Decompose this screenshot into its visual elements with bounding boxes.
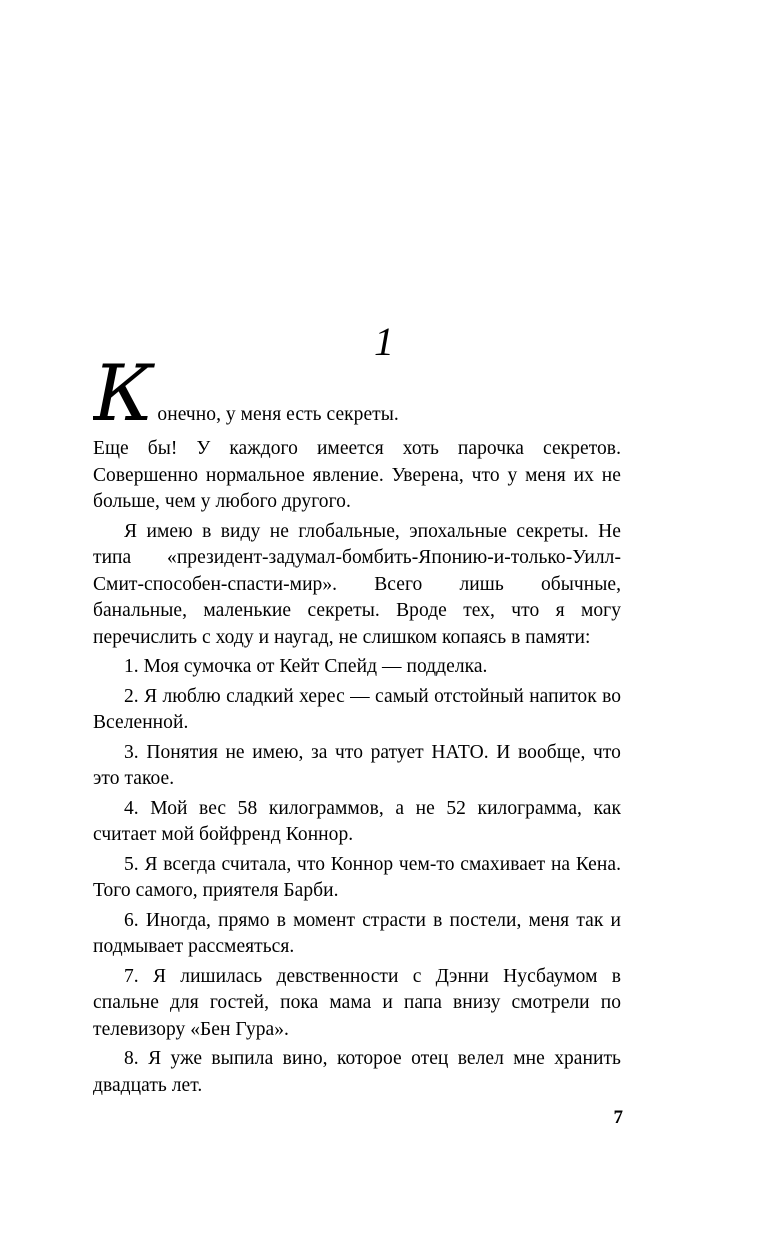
page-number: 7 bbox=[613, 1107, 623, 1128]
list-item bbox=[93, 796, 621, 849]
list-item bbox=[93, 740, 621, 793]
list-item bbox=[93, 1046, 621, 1099]
list-item bbox=[93, 964, 621, 1044]
list-item bbox=[93, 654, 621, 681]
chapter-number: 1 bbox=[374, 319, 394, 364]
list-item-text: 2. Я люблю сладкий херес — самый отстойный напиток во Вселенной. bbox=[93, 685, 621, 733]
list-item-text: 6. Иногда, прямо в момент страсти в постели, меня так и подмывает рассмеяться. bbox=[93, 909, 621, 957]
list-item-text: 3. Понятия не имею, за что ратует НАТО. И вообще, что это такое. bbox=[93, 741, 621, 789]
list-item-text: 7. Я лишилась девственности с Дэнни Нусбаумом в спальне для гостей, пока мама и папа внизу смотрели по телевизору «Бен Гура». bbox=[93, 965, 621, 1040]
list-item bbox=[93, 852, 621, 905]
chapter-text bbox=[93, 360, 621, 1099]
opening-paragraph: Еще бы! У каждого имеется хоть парочка секретов. Совершенно нормальное явление. Уверена, что у меня их не больше, чем у любого другого. bbox=[93, 438, 621, 512]
drop-cap: К bbox=[93, 360, 154, 436]
list-item bbox=[93, 684, 621, 737]
paragraph bbox=[93, 519, 621, 652]
list-item-text: 8. Я уже выпила вино, которое отец велел мне хранить двадцать лет. bbox=[93, 1048, 621, 1096]
list-item bbox=[93, 908, 621, 961]
opening-line bbox=[93, 360, 621, 436]
list-item-text: 1. Моя сумочка от Кейт Спейд — подделка. bbox=[124, 656, 488, 677]
list-item-text: 5. Я всегда считала, что Коннор чем-то смахивает на Кена. Того самого, приятеля Барби. bbox=[93, 853, 621, 901]
paragraph-text: Я имею в виду не глобальные, эпохальные секреты. Не типа «президент-задумал-бомбить-Японию-и-только-Уилл-Смит-способен-спасти-мир». Всего лишь обычные, банальные, маленькие секреты. Вроде тех, что я могу перечислить с ходу и наугад, не слишком копаясь в памяти: bbox=[93, 520, 621, 648]
opening-first-line: онечно, у меня есть секреты. bbox=[157, 404, 399, 425]
list-item-text: 4. Мой вес 58 килограммов, а не 52 килограмма, как считает мой бойфренд Коннор. bbox=[93, 797, 621, 845]
